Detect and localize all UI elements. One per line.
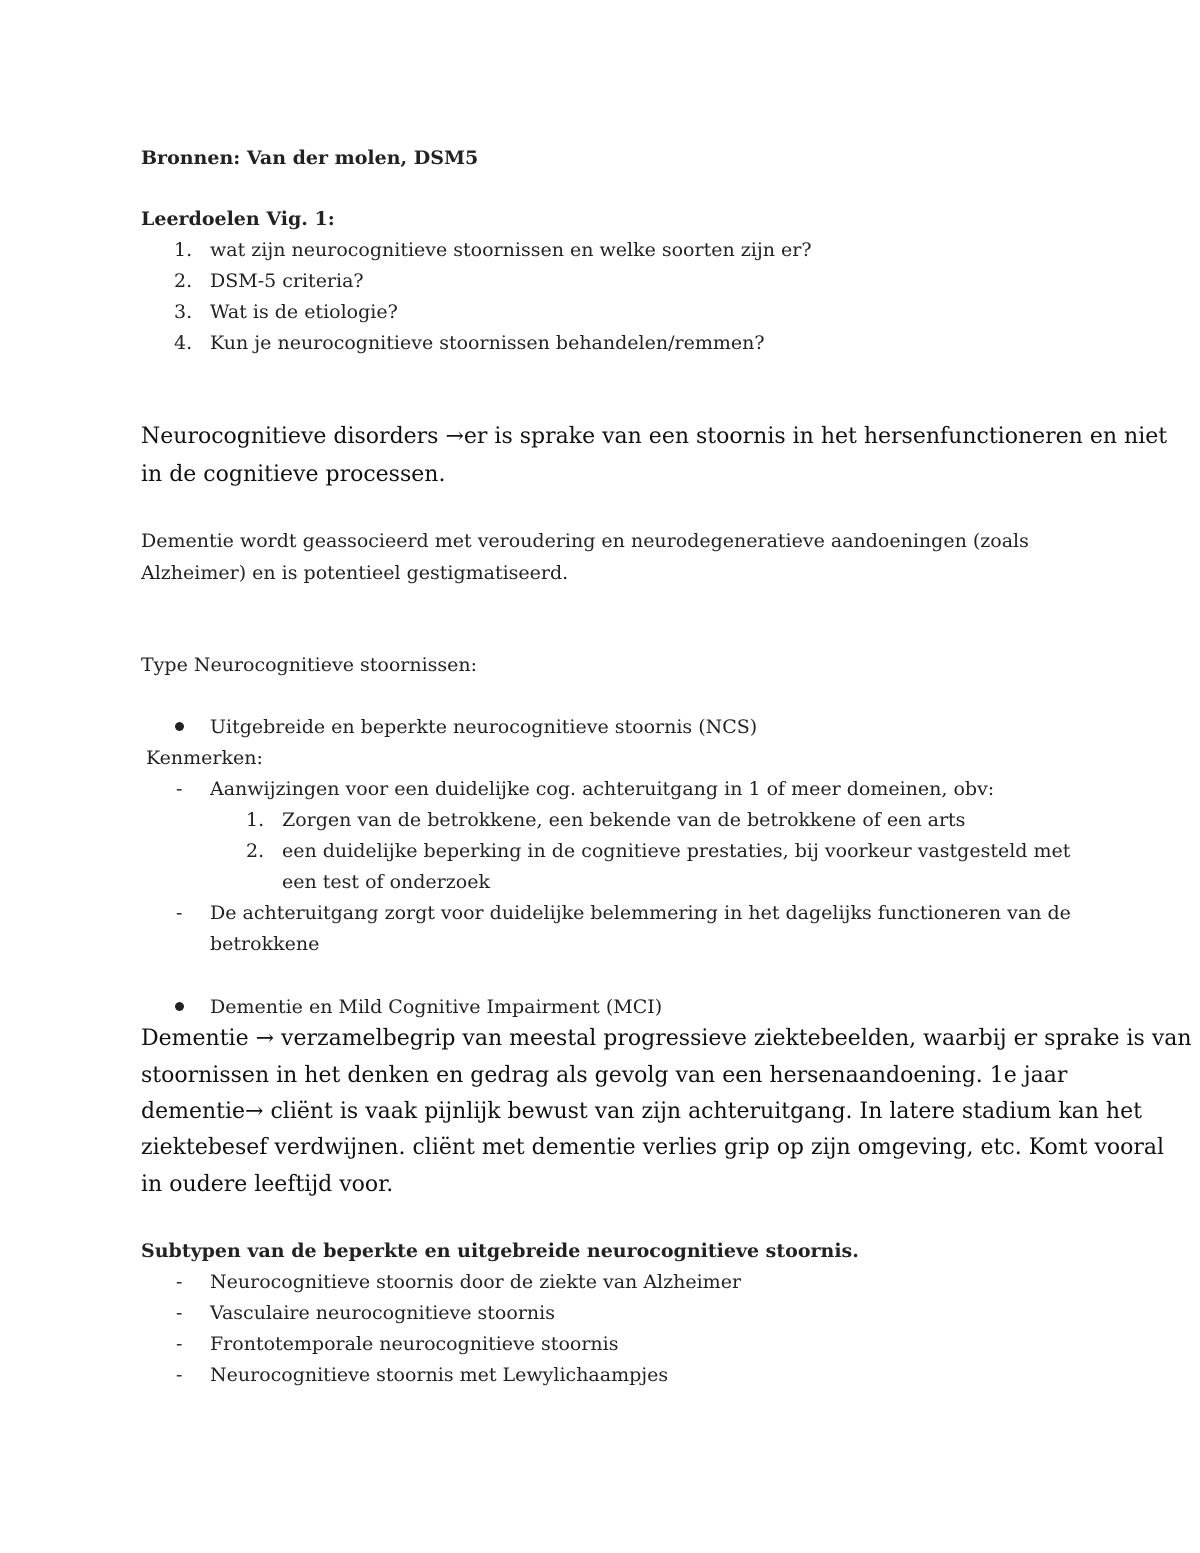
goals-heading: Leerdoelen Vig. 1: xyxy=(141,208,335,230)
goals-item: Wat is de etiologie? xyxy=(210,301,398,323)
subtype-item: Frontotemporale neurocognitieve stoornis xyxy=(210,1333,619,1355)
ncs-feature: Aanwijzingen voor een duidelijke cog. achteruitgang in 1 of meer domeinen, obv: xyxy=(210,778,995,800)
mci-paragraph-line: dementie→ cliënt is vaak pijnlijk bewust van zijn achteruitgang. In latere stadium kan het xyxy=(141,1099,1142,1124)
sub-item-continued: een test of onderzoek xyxy=(282,871,490,893)
sub-item: een duidelijke beperking in de cognitieve prestaties, bij voorkeur vastgesteld met xyxy=(282,840,1071,862)
sub-item: Zorgen van de betrokkene, een bekende van de betrokkene of een arts xyxy=(282,809,966,831)
goals-item: DSM-5 criteria? xyxy=(210,270,364,292)
dash-marker: - xyxy=(176,1271,183,1293)
goals-item-number: 1. xyxy=(174,239,193,261)
goals-item-number: 4. xyxy=(174,332,193,354)
dementia-assoc-line: Dementie wordt geassocieerd met veroudering en neurodegeneratieve aandoeningen (zoals xyxy=(141,530,1029,552)
intro-line: in de cognitieve processen. xyxy=(141,462,446,487)
goals-item-number: 2. xyxy=(174,270,193,292)
dash-marker: - xyxy=(176,1364,183,1386)
dash-marker: - xyxy=(176,1333,183,1355)
mci-paragraph-line: in oudere leeftijd voor. xyxy=(141,1172,394,1197)
sub-item-number: 1. xyxy=(246,809,265,831)
ncs-feature: De achteruitgang zorgt voor duidelijke belemmering in het dagelijks functioneren van de xyxy=(210,902,1071,924)
mci-paragraph-line: Dementie → verzamelbegrip van meestal progressieve ziektebeelden, waarbij er sprake is van xyxy=(141,1026,1192,1051)
dash-marker: - xyxy=(176,902,183,924)
ncs-bullet: Uitgebreide en beperkte neurocognitieve stoornis (NCS) xyxy=(210,716,758,738)
goals-item-number: 3. xyxy=(174,301,193,323)
dementia-assoc-line: Alzheimer) en is potentieel gestigmatiseerd. xyxy=(141,562,569,584)
intro-line: Neurocognitieve disorders →er is sprake van een stoornis in het hersenfunctioneren en niet xyxy=(141,424,1168,449)
sources-line: Bronnen: Van der molen, DSM5 xyxy=(141,147,479,169)
bullet-icon xyxy=(175,1002,184,1011)
subtype-item: Neurocognitieve stoornis met Lewylichaampjes xyxy=(210,1364,669,1386)
mci-paragraph-line: stoornissen in het denken en gedrag als gevolg van een hersenaandoening. 1e jaar xyxy=(141,1063,1068,1088)
dash-marker: - xyxy=(176,1302,183,1324)
dash-marker: - xyxy=(176,778,183,800)
features-label: Kenmerken: xyxy=(146,747,263,769)
bullet-icon xyxy=(175,722,184,731)
sub-item-number: 2. xyxy=(246,840,265,862)
subtypes-heading: Subtypen van de beperkte en uitgebreide neurocognitieve stoornis. xyxy=(141,1240,859,1262)
subtype-item: Neurocognitieve stoornis door de ziekte van Alzheimer xyxy=(210,1271,742,1293)
mci-bullet: Dementie en Mild Cognitive Impairment (MCI) xyxy=(210,996,663,1018)
goals-item: wat zijn neurocognitieve stoornissen en welke soorten zijn er? xyxy=(210,239,812,261)
goals-item: Kun je neurocognitieve stoornissen behandelen/remmen? xyxy=(210,332,765,354)
subtype-item: Vasculaire neurocognitieve stoornis xyxy=(210,1302,555,1324)
mci-paragraph-line: ziektebesef verdwijnen. cliënt met dementie verlies grip op zijn omgeving, etc. Komt vooral xyxy=(141,1135,1165,1160)
types-heading: Type Neurocognitieve stoornissen: xyxy=(141,654,478,676)
ncs-feature-continued: betrokkene xyxy=(210,933,320,955)
